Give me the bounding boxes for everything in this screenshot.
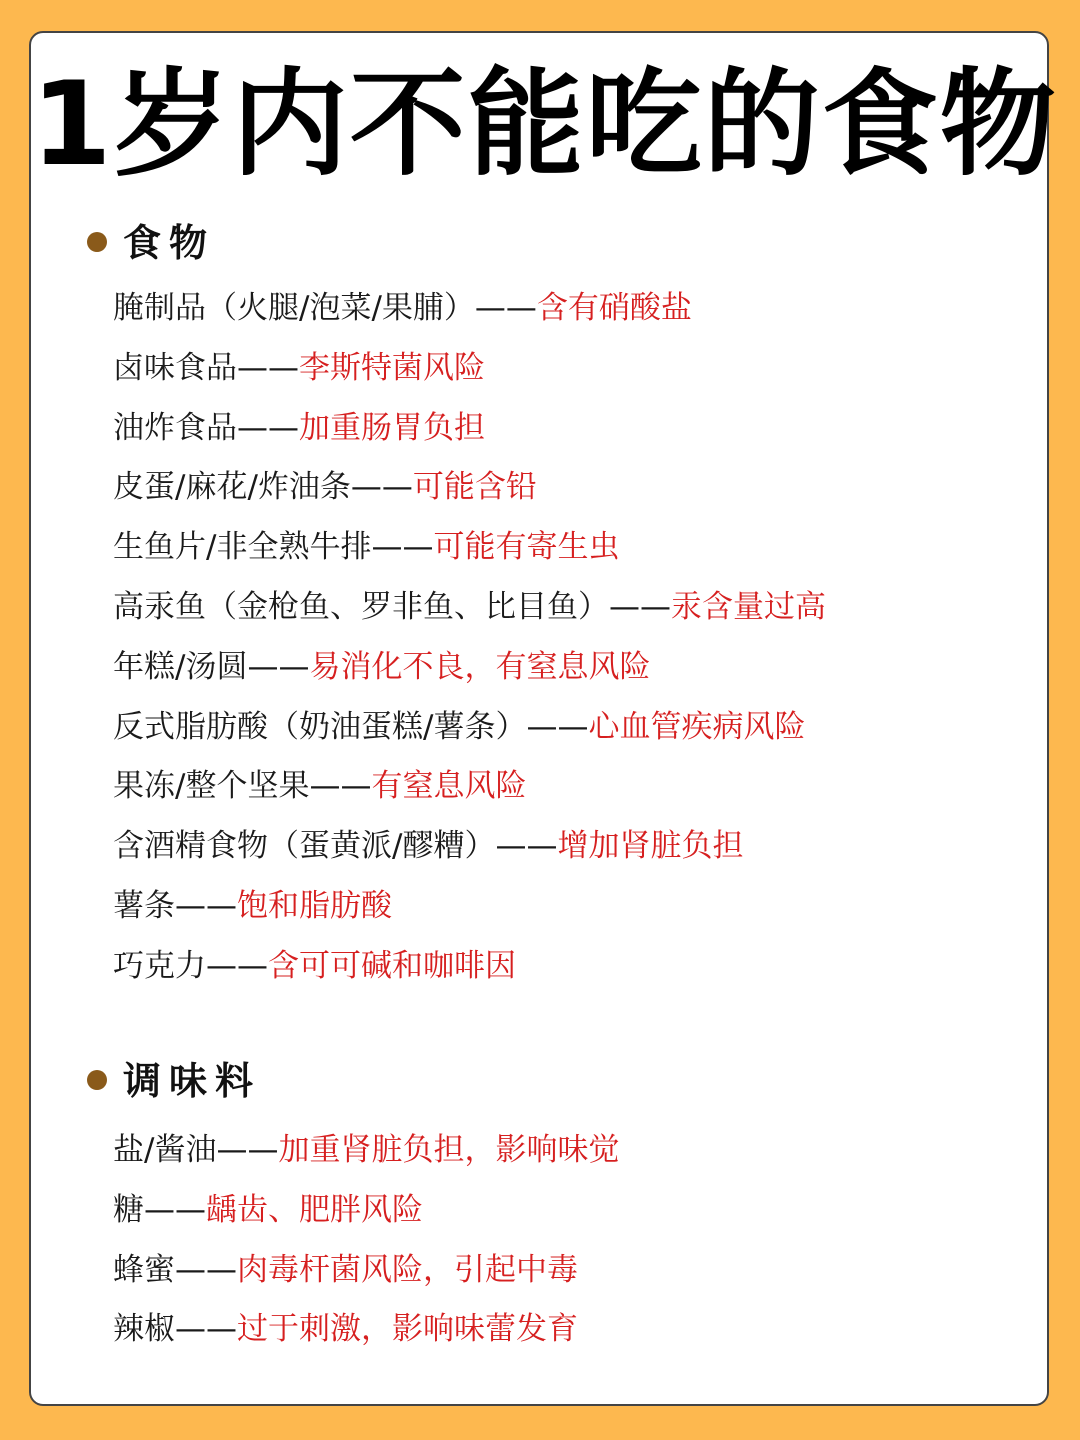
item-food: 卤味食品 bbox=[113, 349, 237, 386]
item-note: 含有硝酸盐 bbox=[536, 290, 692, 326]
list-item bbox=[113, 399, 1027, 459]
bullet-dot-icon bbox=[87, 1070, 107, 1090]
item-food: 含酒精食物（蛋黄派/醪糟） bbox=[113, 828, 496, 865]
section-title-food: 食物 bbox=[123, 221, 216, 265]
item-note: 可能有寄生虫 bbox=[433, 529, 620, 566]
item-food: 糖 bbox=[113, 1191, 144, 1228]
item-separator: —— bbox=[526, 708, 589, 745]
item-note: 过于刺激，影响味蕾发育 bbox=[237, 1311, 578, 1348]
item-separator: —— bbox=[144, 1191, 206, 1228]
item-food: 巧克力 bbox=[113, 947, 206, 984]
item-food: 年糕/汤圆 bbox=[113, 648, 248, 685]
item-note: 龋齿、肥胖风险 bbox=[206, 1191, 423, 1228]
item-food: 反式脂肪酸（奶油蛋糕/薯条） bbox=[113, 708, 527, 745]
item-note: 李斯特菌风险 bbox=[299, 349, 485, 386]
item-note: 心血管疾病风险 bbox=[588, 708, 806, 745]
list-item bbox=[113, 279, 1027, 339]
bullet-dot-icon bbox=[87, 232, 107, 252]
section-seasoning bbox=[31, 1056, 1047, 1106]
item-separator: —— bbox=[609, 588, 671, 625]
list-item bbox=[113, 339, 1027, 399]
item-food: 高汞鱼（金枪鱼、罗非鱼、比目鱼） bbox=[113, 588, 609, 625]
section-food bbox=[31, 218, 1047, 268]
item-food: 蜂蜜 bbox=[113, 1251, 175, 1288]
seasoning-list bbox=[113, 1121, 1027, 1360]
item-note: 肉毒杆菌风险，引起中毒 bbox=[237, 1251, 578, 1288]
item-separator: —— bbox=[495, 828, 558, 865]
content-card bbox=[29, 31, 1058, 1406]
section-header bbox=[31, 218, 1047, 268]
item-separator: —— bbox=[474, 290, 537, 326]
item-food: 皮蛋/麻花/炸油条 bbox=[113, 469, 351, 506]
item-separator: —— bbox=[216, 1132, 279, 1168]
item-note: 加重肠胃负担 bbox=[299, 409, 485, 446]
section-title-seasoning: 调味料 bbox=[123, 1059, 262, 1103]
item-note: 加重肾脏负担，影响味觉 bbox=[278, 1132, 620, 1168]
item-food: 薯条 bbox=[113, 887, 175, 924]
section-header bbox=[31, 1056, 1047, 1106]
list-item bbox=[113, 817, 1027, 877]
item-food: 辣椒 bbox=[113, 1311, 175, 1348]
list-item bbox=[113, 518, 1027, 578]
item-note: 含可可碱和咖啡因 bbox=[268, 947, 516, 984]
list-item bbox=[113, 1121, 1027, 1181]
page-title: 1岁内不能吃的食物 bbox=[31, 57, 1058, 192]
item-note: 汞含量过高 bbox=[671, 588, 826, 625]
item-note: 饱和脂肪酸 bbox=[237, 887, 392, 924]
item-note: 可能含铅 bbox=[412, 469, 537, 506]
item-separator: —— bbox=[237, 349, 299, 386]
item-food: 腌制品（火腿/泡菜/果脯） bbox=[113, 290, 475, 326]
item-food: 油炸食品 bbox=[113, 409, 237, 446]
item-note: 易消化不良，有窒息风险 bbox=[309, 648, 651, 685]
item-separator: —— bbox=[371, 529, 434, 566]
item-separator: —— bbox=[247, 648, 310, 685]
item-separator: —— bbox=[237, 409, 299, 446]
item-note: 增加肾脏负担 bbox=[557, 828, 744, 865]
food-list bbox=[113, 279, 1027, 997]
list-item bbox=[113, 638, 1027, 698]
list-item bbox=[113, 698, 1027, 758]
item-food: 生鱼片/非全熟牛排 bbox=[113, 529, 372, 566]
list-item bbox=[113, 757, 1027, 817]
item-separator: —— bbox=[309, 768, 372, 805]
item-separator: —— bbox=[206, 947, 268, 984]
list-item bbox=[113, 937, 1027, 997]
item-separator: —— bbox=[175, 1311, 237, 1348]
list-item bbox=[113, 1241, 1027, 1301]
list-item bbox=[113, 458, 1027, 518]
item-separator: —— bbox=[350, 469, 413, 506]
item-food: 盐/酱油 bbox=[113, 1132, 217, 1168]
list-item bbox=[113, 1181, 1027, 1241]
item-separator: —— bbox=[175, 1251, 237, 1288]
list-item bbox=[113, 877, 1027, 937]
list-item bbox=[113, 1300, 1027, 1360]
item-note: 有窒息风险 bbox=[371, 768, 527, 805]
list-item bbox=[113, 578, 1027, 638]
item-food: 果冻/整个坚果 bbox=[113, 768, 310, 805]
item-separator: —— bbox=[175, 887, 237, 924]
